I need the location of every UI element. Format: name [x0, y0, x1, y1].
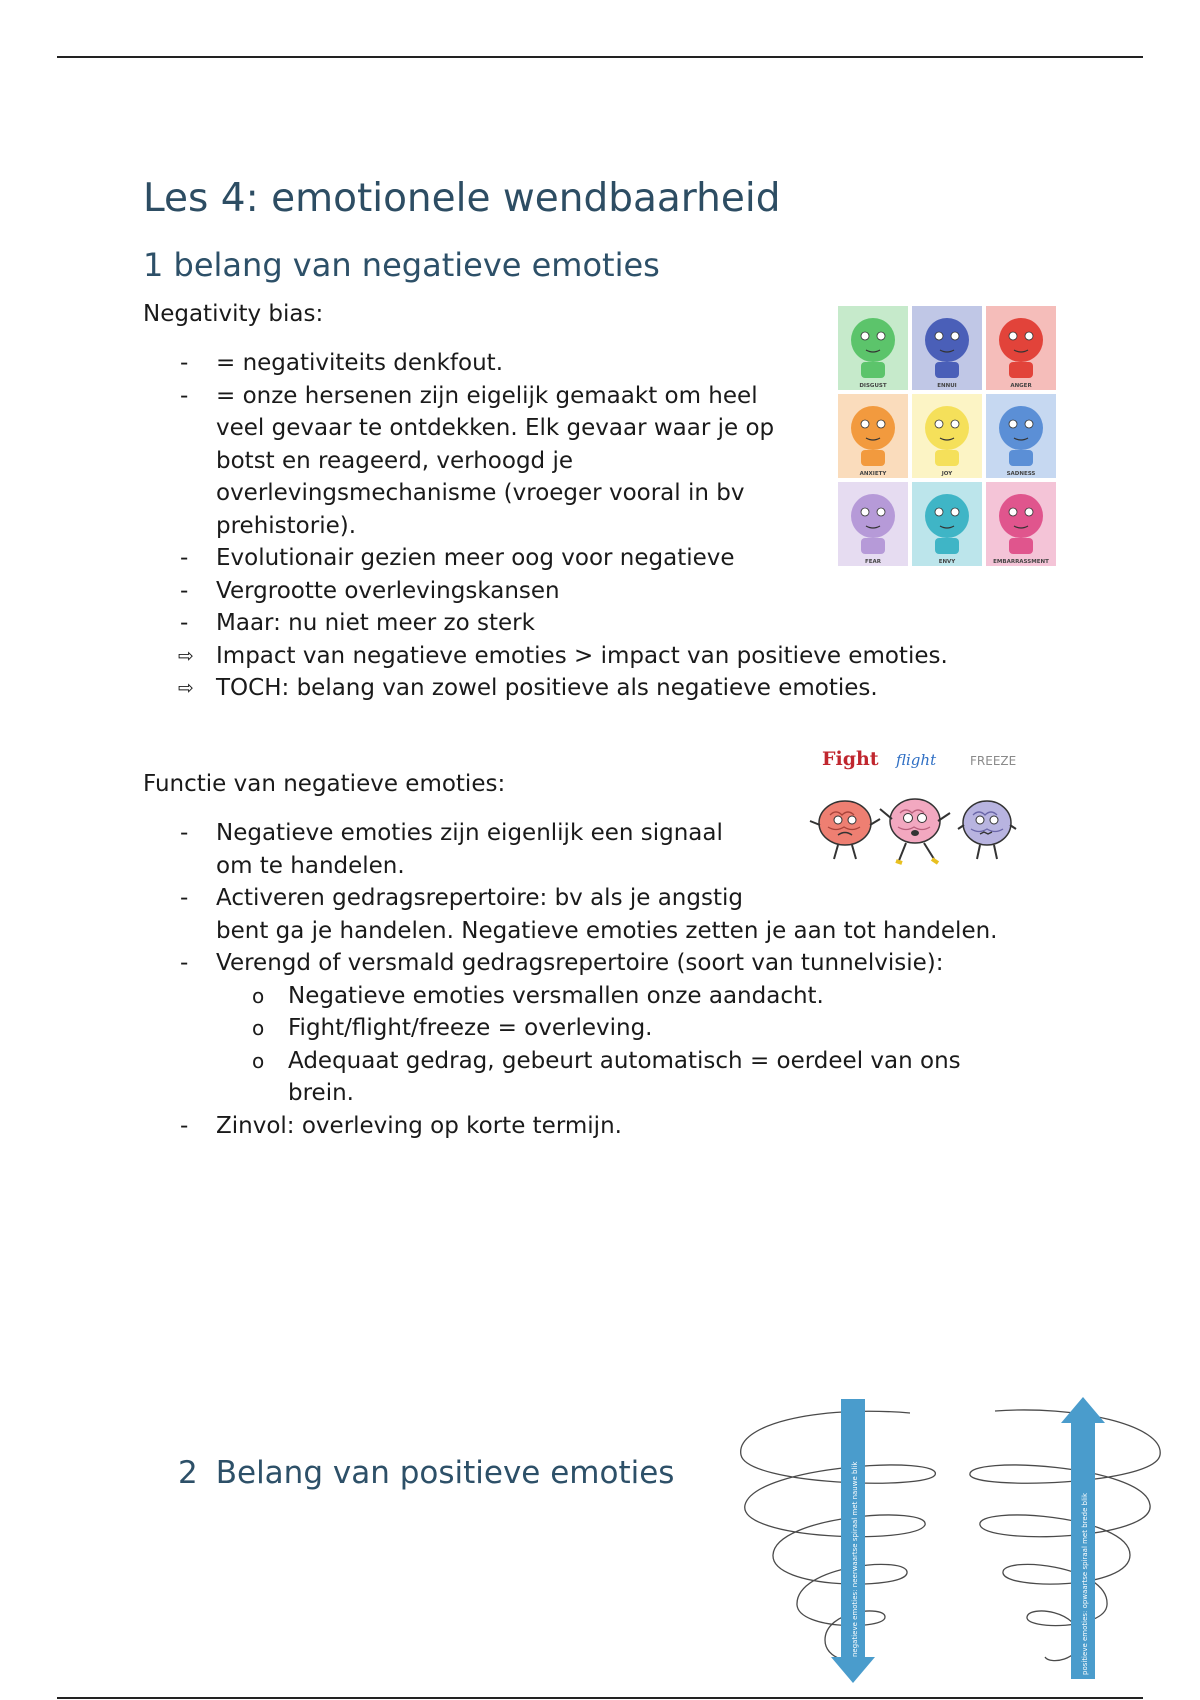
- emotion-character-icon: [925, 318, 969, 362]
- bullet-marker: -: [180, 382, 189, 409]
- emotion-label: ANXIETY: [859, 471, 887, 477]
- emotion-tile: [986, 306, 1056, 390]
- inside-out-emotions-image: [838, 306, 1056, 568]
- bullet-marker: o: [252, 1048, 265, 1073]
- emotion-tile: [912, 482, 982, 566]
- list-item-text: Activeren gedragsrepertoire: bv als je angstig: [216, 885, 743, 911]
- freeze-text: FREEZE: [970, 754, 1017, 768]
- list-item-text: Zinvol: overleving op korte termijn.: [216, 1112, 622, 1139]
- list-item-text: Adequaat gedrag, gebeurt automatisch = oerdeel van ons: [288, 1047, 961, 1074]
- arrow-bullet-icon: ⇨: [178, 677, 194, 699]
- emotion-label: JOY: [941, 471, 953, 477]
- header-rule: [57, 56, 1143, 58]
- page-title: Les 4: emotionele wendbaarheid: [143, 176, 781, 221]
- negativity-bias-list: [143, 347, 948, 705]
- upward-spiral: [970, 1410, 1160, 1661]
- emotion-tile: [912, 394, 982, 478]
- list-item-text: Negatieve emoties versmallen onze aandacht.: [288, 982, 824, 1009]
- emotion-character-icon: [925, 494, 969, 538]
- emotion-label: ENNUI: [937, 383, 957, 389]
- emotion-tile: [838, 482, 908, 566]
- list-item: [143, 380, 948, 543]
- section-2-number: 2: [178, 1455, 198, 1491]
- emotion-label: SADNESS: [1006, 471, 1036, 477]
- bullet-marker: -: [180, 610, 189, 636]
- list-item-text: Vergrootte overlevingskansen: [216, 577, 560, 604]
- function-label: Functie van negatieve emoties:: [143, 771, 506, 797]
- section-2-heading: [178, 1455, 674, 1491]
- list-item: [143, 672, 948, 705]
- list-item: [143, 607, 948, 640]
- bullet-marker: -: [180, 350, 189, 376]
- bullet-marker: o: [252, 983, 265, 1008]
- emotion-character-icon: [925, 406, 969, 450]
- upward-arrow: [1061, 1397, 1105, 1679]
- list-item-text: Maar: nu niet meer zo sterk: [216, 610, 535, 636]
- downward-spiral: [741, 1411, 936, 1660]
- list-item: [143, 575, 948, 608]
- list-item: [143, 640, 948, 673]
- emotion-character-icon: [999, 406, 1043, 450]
- emotion-character-icon: [851, 494, 895, 538]
- emotion-character-icon: [999, 494, 1043, 538]
- list-item: [143, 347, 948, 380]
- emotion-tile: [986, 394, 1056, 478]
- emotion-label: DISGUST: [859, 383, 887, 389]
- list-item: [143, 1012, 997, 1045]
- footer-rule: [57, 1697, 1143, 1699]
- list-item-text: TOCH: belang van zowel positieve als negatieve emoties.: [216, 675, 878, 701]
- list-item-text: veel gevaar te ontdekken. Elk gevaar waar je op: [216, 415, 775, 441]
- list-item: [143, 1110, 997, 1143]
- emotion-tile: [986, 482, 1056, 566]
- upward-arrow-label: positieve emoties: opwaartse spiraal met brede blik: [1081, 1492, 1089, 1675]
- list-item-text: = onze hersenen zijn eigelijk gemaakt om heel: [216, 382, 758, 409]
- emotion-tile: [912, 306, 982, 390]
- list-item-text: bent ga je handelen. Negatieve emoties zetten je aan tot handelen.: [216, 917, 998, 944]
- bullet-marker: -: [180, 577, 189, 604]
- section-2-title: Belang van positieve emoties: [215, 1455, 675, 1491]
- list-item-text: Verengd of versmald gedragsrepertoire (soort van tunnelvisie):: [216, 950, 944, 976]
- list-item-text: Fight/flight/freeze = overleving.: [288, 1015, 653, 1041]
- list-item: [143, 980, 997, 1013]
- list-item-text: prehistorie).: [216, 512, 357, 539]
- list-item-text: overlevingsmechanisme (vroeger vooral in bv: [216, 480, 745, 506]
- emotion-label: ANGER: [1010, 383, 1032, 389]
- fight-flight-freeze-image: [800, 745, 1030, 875]
- emotion-tile: [838, 394, 908, 478]
- list-item: [143, 1045, 997, 1110]
- list-item-text: om te handelen.: [216, 852, 405, 879]
- emotion-character-icon: [999, 318, 1043, 362]
- section-1-heading: 1 belang van negatieve emoties: [143, 246, 660, 284]
- bullet-marker: -: [180, 1112, 189, 1139]
- list-item-text: brein.: [288, 1080, 354, 1106]
- emotion-label: ENVY: [938, 559, 956, 565]
- negativity-bias-label: Negativity bias:: [143, 301, 324, 327]
- list-item-text: = negativiteits denkfout.: [216, 350, 504, 376]
- list-item-text: Evolutionair gezien meer oog voor negatieve: [216, 545, 735, 571]
- list-item-text: Impact van negatieve emoties > impact van positieve emoties.: [216, 642, 948, 669]
- bullet-marker: -: [180, 885, 189, 911]
- bullet-marker: -: [180, 820, 189, 846]
- emotion-character-icon: [851, 318, 895, 362]
- flight-brain-icon: [880, 799, 950, 863]
- fight-brain-icon: [810, 801, 880, 859]
- list-item-text: Negatieve emoties zijn eigenlijk een signaal: [216, 820, 723, 846]
- list-item: [143, 882, 997, 947]
- list-item: [143, 947, 997, 980]
- list-item: [143, 542, 948, 575]
- emotion-spiral-diagram: [735, 1395, 1165, 1685]
- arrow-bullet-icon: ⇨: [178, 644, 194, 667]
- flight-text: flight: [896, 751, 937, 769]
- emotion-tile: [838, 306, 908, 390]
- freeze-brain-icon: [958, 801, 1016, 859]
- downward-arrow-label: negatieve emoties: neerwaartse spiraal met nauwe blik: [851, 1461, 859, 1657]
- emotion-character-icon: [851, 406, 895, 450]
- fight-text: Fight: [822, 748, 879, 770]
- bullet-marker: -: [180, 950, 189, 976]
- emotion-label: FEAR: [864, 559, 882, 565]
- bullet-marker: -: [180, 545, 189, 571]
- emotion-label: EMBARRASSMENT: [993, 559, 1049, 565]
- downward-arrow: [831, 1399, 875, 1683]
- bullet-marker: o: [252, 1016, 265, 1040]
- list-item-text: botst en reageerd, verhoogd je: [216, 447, 573, 474]
